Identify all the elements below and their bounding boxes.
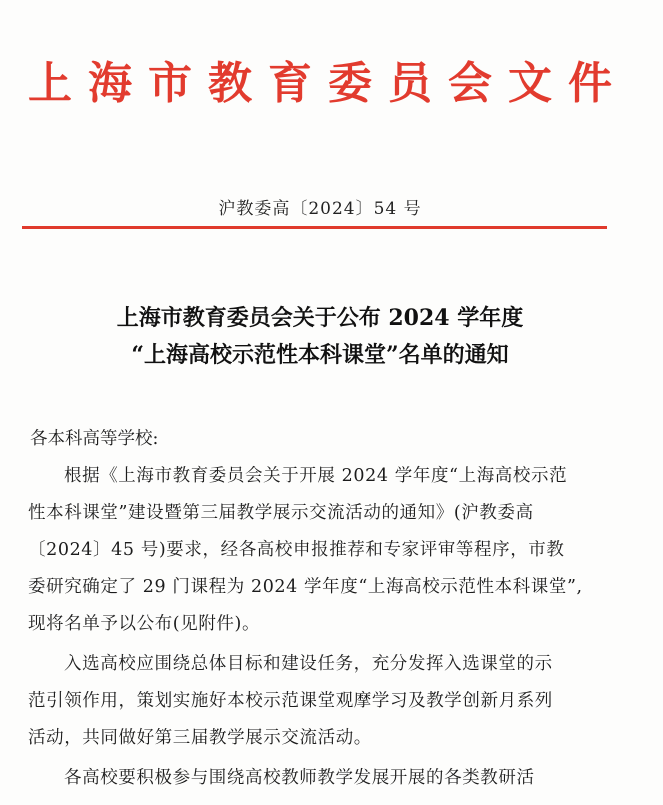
body-line: 根据《上海市教育委员会关于开展 2024 学年度“上海高校示范: [64, 466, 568, 486]
red-separator-line: [22, 226, 607, 229]
body-line: 各高校要积极参与围绕高校教师教学发展开展的各类教研活: [64, 768, 535, 788]
salutation: 各本科高等学校:: [30, 429, 159, 449]
notice-title-line-2: “上海高校示范性本科课堂”名单的通知: [131, 342, 509, 368]
notice-title: [0, 300, 640, 374]
body-line: 性本科课堂”建设暨第三届教学展示交流活动的通知》(沪教委高: [28, 503, 534, 523]
body-line: 委研究确定了 29 门课程为 2024 学年度“上海高校示范性本科课堂”,: [28, 577, 583, 597]
document-number: 沪教委高〔2024〕54 号: [218, 199, 422, 219]
body-line: 活动，共同做好第三届教学展示交流活动。: [28, 728, 372, 748]
body-line: 入选高校应围绕总体目标和建设任务，充分发挥入选课堂的示: [64, 654, 553, 674]
body-line: 现将名单予以公布(见附件)。: [28, 614, 261, 634]
body-line: 范引领作用，策划实施好本校示范课堂观摩学习及教学创新月系列: [28, 691, 553, 711]
issuing-authority-header: 上海市教育委员会文件: [28, 58, 628, 109]
body-line: 〔2024〕45 号)要求，经各高校申报推荐和专家评审等程序，市教: [28, 540, 565, 560]
notice-title-line-1: 上海市教育委员会关于公布 2024 学年度: [116, 305, 524, 331]
